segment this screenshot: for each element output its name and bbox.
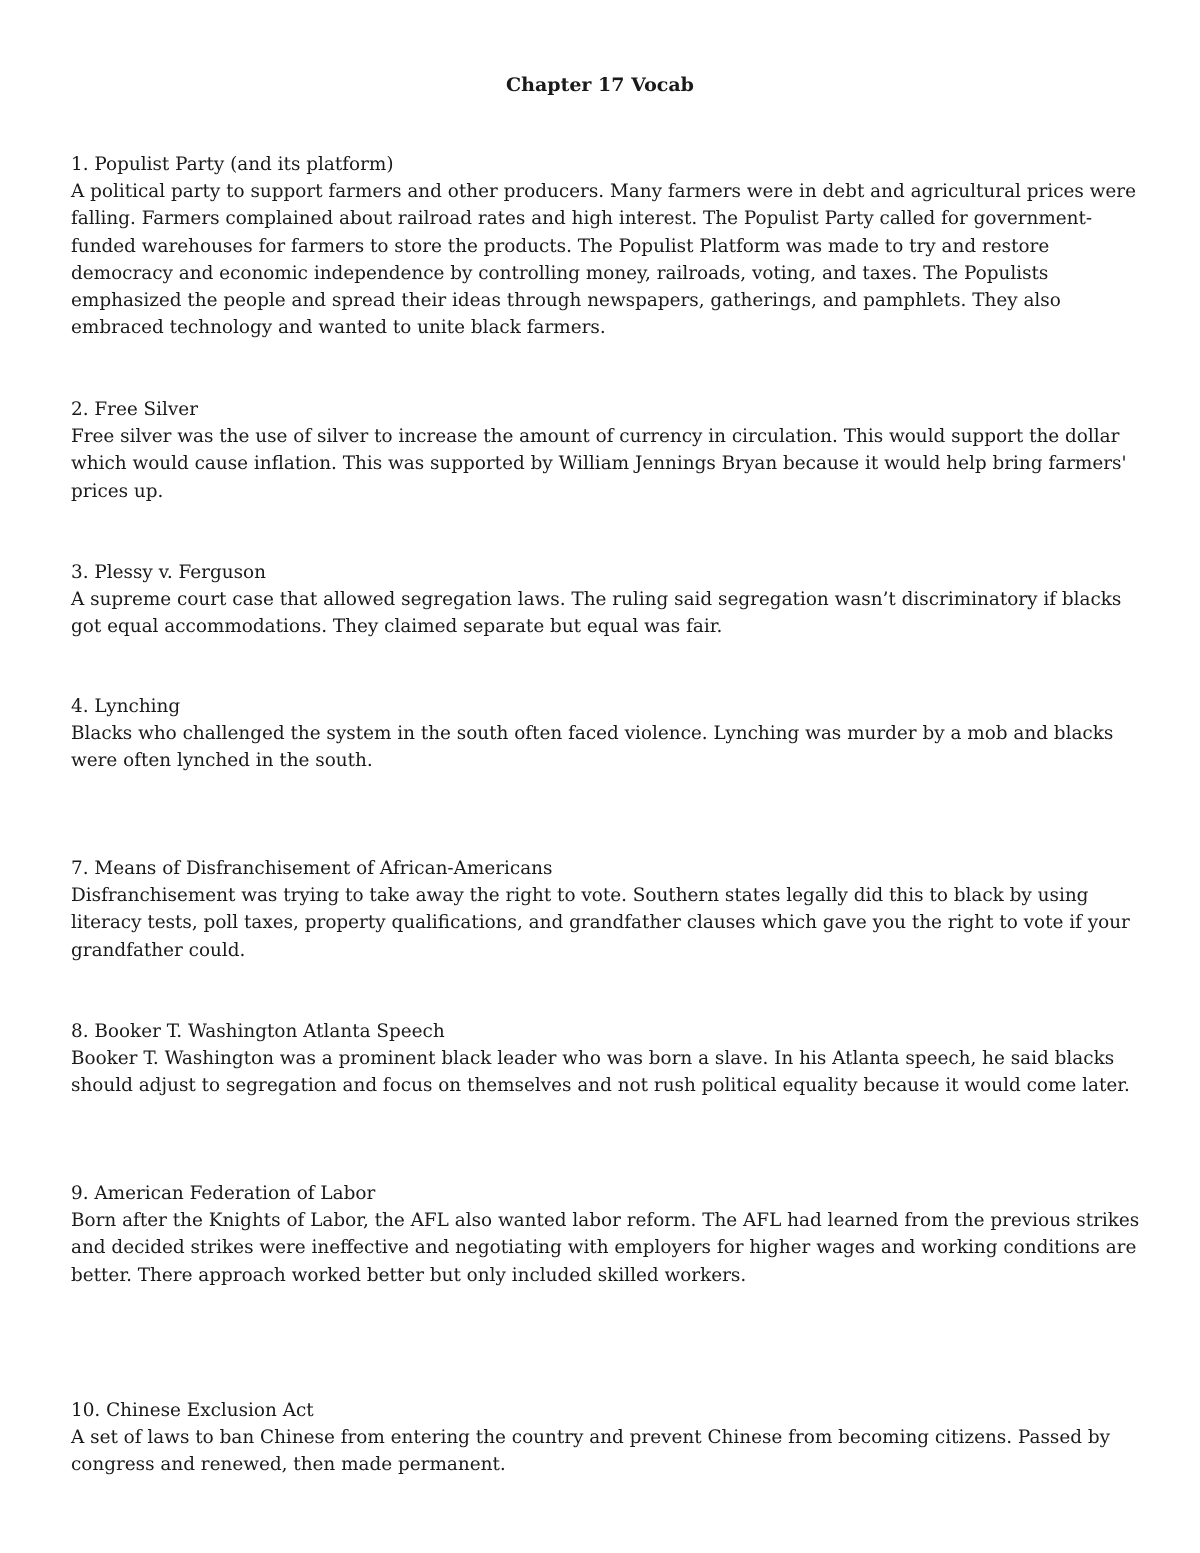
vocab-definition: A set of laws to ban Chinese from entering the country and prevent Chinese from becoming citizens. Passed by congress and renewed, then made permanent. bbox=[71, 1427, 1110, 1476]
vocab-entry bbox=[71, 151, 1141, 341]
vocab-entry bbox=[71, 1018, 1141, 1100]
vocab-definition: A political party to support farmers and other producers. Many farmers were in debt and agricultural prices were falling. Farmers complained about railroad rates and high interest. The Populist Party called for government-funded warehouses for farmers to store the products. The Populist Platform was made to try and restore democracy and economic independence by controlling money, railroads, voting, and taxes. The Populists emphasized the people and spread their ideas through newspapers, gatherings, and pamphlets. They also embraced technology and wanted to unite black farmers. bbox=[71, 181, 1136, 339]
vocab-entry bbox=[71, 396, 1141, 505]
vocab-term: 8. Booker T. Washington Atlanta Speech bbox=[71, 1021, 445, 1042]
vocab-entry bbox=[71, 693, 1141, 775]
vocab-term: 10. Chinese Exclusion Act bbox=[71, 1400, 314, 1421]
vocab-definition: Disfranchisement was trying to take away the right to vote. Southern states legally did this to black by using literacy tests, poll taxes, property qualifications, and grandfather clauses which gave you the right to vote if your grandfather could. bbox=[71, 885, 1130, 961]
vocab-entry bbox=[71, 1180, 1141, 1289]
vocab-definition: Booker T. Washington was a prominent black leader who was born a slave. In his Atlanta speech, he said blacks should adjust to segregation and focus on themselves and not rush political equality because it would come later. bbox=[71, 1048, 1130, 1097]
page-title: Chapter 17 Vocab bbox=[506, 74, 694, 96]
vocab-entry bbox=[71, 855, 1141, 964]
vocab-term: 7. Means of Disfranchisement of African-Americans bbox=[71, 858, 553, 879]
vocab-term: 2. Free Silver bbox=[71, 399, 198, 420]
vocab-entry bbox=[71, 559, 1141, 641]
vocab-term: 1. Populist Party (and its platform) bbox=[71, 154, 394, 175]
vocab-term: 9. American Federation of Labor bbox=[71, 1183, 376, 1204]
vocab-definition: Free silver was the use of silver to increase the amount of currency in circulation. This would support the dollar which would cause inflation. This was supported by William Jennings Bryan because it would help bring farmers' prices up. bbox=[71, 426, 1127, 502]
vocab-term: 4. Lynching bbox=[71, 696, 181, 717]
vocab-entry bbox=[71, 1397, 1141, 1479]
vocab-definition: Blacks who challenged the system in the south often faced violence. Lynching was murder by a mob and blacks were often lynched in the south. bbox=[71, 723, 1114, 772]
vocab-definition: Born after the Knights of Labor, the AFL also wanted labor reform. The AFL had learned from the previous strikes and decided strikes were ineffective and negotiating with employers for higher wages and working conditions are better. There approach worked better but only included skilled workers. bbox=[71, 1210, 1140, 1286]
vocab-term: 3. Plessy v. Ferguson bbox=[71, 562, 266, 583]
vocab-definition: A supreme court case that allowed segregation laws. The ruling said segregation wasn’t discriminatory if blacks got equal accommodations. They claimed separate but equal was fair. bbox=[71, 589, 1122, 638]
